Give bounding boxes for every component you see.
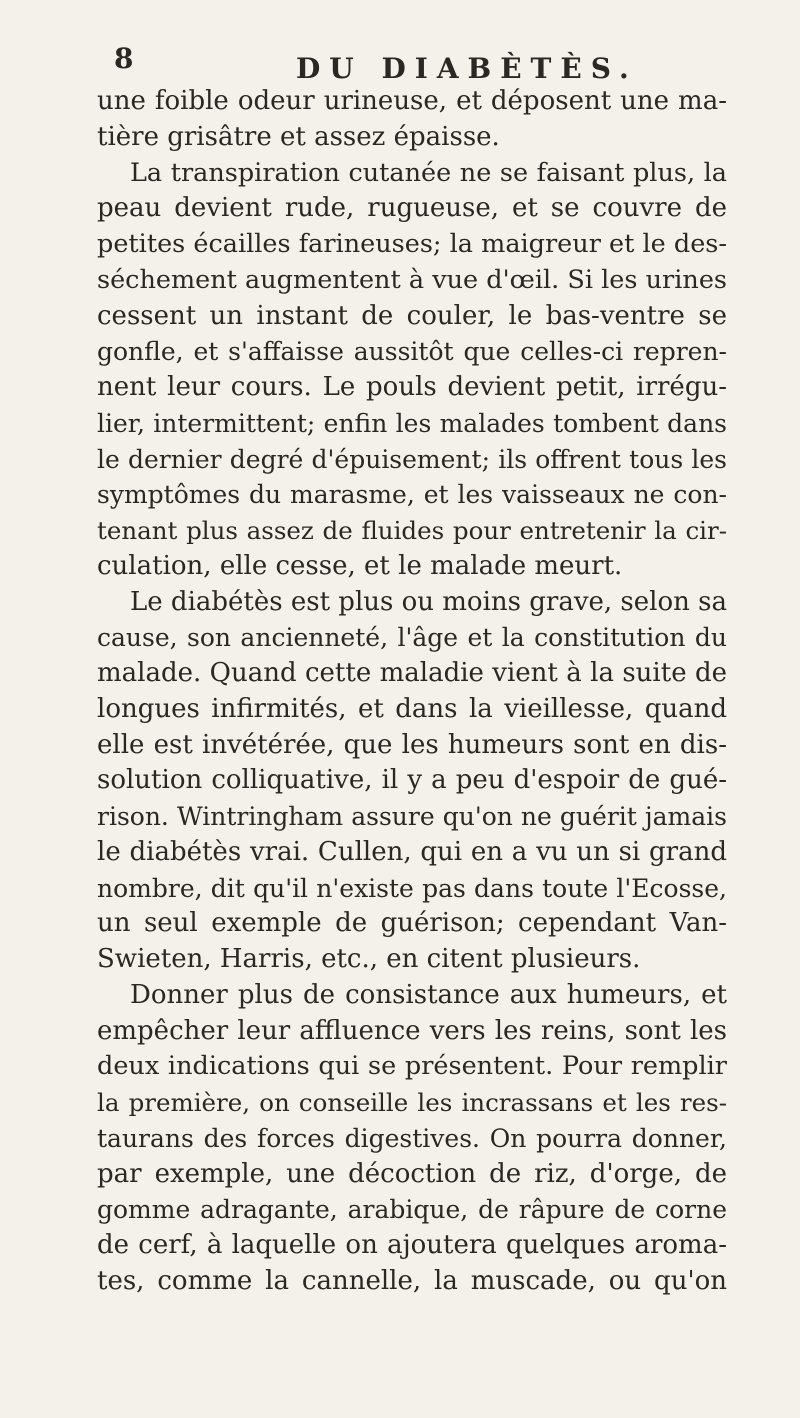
text-line: petites écailles farineuses; la maigreur et le des- — [97, 229, 727, 259]
text-line: longues infirmités, et dans la vieillesse, quand — [97, 693, 727, 724]
text-line: de cerf, à laquelle on ajoutera quelques aroma- — [97, 1230, 727, 1260]
text-line: séchement augmentent à vue d'œil. Si les urines — [97, 264, 727, 295]
text-line: le diabétès vrai. Cullen, qui en a vu un si grand — [97, 836, 727, 867]
page-number: 8 — [114, 42, 134, 75]
text-line: Le diabétès est plus ou moins grave, selon sa — [130, 586, 727, 617]
text-line: empêcher leur affluence vers les reins, sont les — [97, 1015, 727, 1046]
text-line: nent leur cours. Le pouls devient petit, irrégu- — [97, 372, 727, 402]
text-line: tes, comme la cannelle, la muscade, ou qu'on — [97, 1265, 727, 1296]
running-head — [0, 42, 800, 88]
text-line: tière grisâtre et assez épaisse. — [97, 121, 500, 152]
text-line: cause, son ancienneté, l'âge et la constitution du — [97, 623, 727, 653]
text-line: Swieten, Harris, etc., en citent plusieurs. — [97, 944, 641, 974]
text-line: solution colliquative, il y a peu d'espoir de gué- — [97, 765, 727, 796]
text-line: malade. Quand cette maladie vient à la suite de — [97, 658, 727, 688]
text-line: gomme adragante, arabique, de râpure de corne — [97, 1195, 727, 1225]
text-line: elle est invétérée, que les humeurs sont en dis- — [97, 729, 727, 760]
text-line: la première, on conseille les incrassans et les res- — [97, 1088, 727, 1117]
running-title: DU DIABÈTÈS. — [296, 52, 638, 85]
text-line: symptômes du marasme, et les vaisseaux ne con- — [97, 480, 727, 510]
text-line: La transpiration cutanée ne se faisant plus, la — [130, 157, 727, 188]
text-line: un seul exemple de guérison; cependant Van- — [97, 908, 727, 939]
text-line: cessent un instant de couler, le bas-ventre se — [97, 300, 727, 331]
text-line: peau devient rude, rugueuse, et se couvre de — [97, 193, 727, 224]
text-line: rison. Wintringham assure qu'on ne guérit jamais — [97, 802, 727, 831]
text-line: deux indications qui se présentent. Pour remplir — [97, 1051, 727, 1082]
text-line: nombre, dit qu'il n'existe pas dans toute l'Ecosse, — [97, 873, 727, 903]
text-line: par exemple, une décoction de riz, d'orge, de — [97, 1158, 727, 1189]
text-line: le dernier degré d'épuisement; ils offrent tous les — [97, 444, 727, 474]
text-line: une foible odeur urineuse, et déposent une ma- — [97, 86, 727, 116]
text-line: gonfle, et s'affaisse aussitôt que celles-ci repren- — [97, 337, 727, 367]
text-line: lier, intermittent; enfin les malades tombent dans — [97, 408, 727, 438]
text-line: Donner plus de consistance aux humeurs, et — [130, 979, 727, 1010]
text-line: culation, elle cesse, et le malade meurt. — [97, 550, 623, 581]
text-line: taurans des forces digestives. On pourra donner, — [97, 1123, 727, 1153]
text-line: tenant plus assez de fluides pour entretenir la cir- — [97, 516, 727, 545]
